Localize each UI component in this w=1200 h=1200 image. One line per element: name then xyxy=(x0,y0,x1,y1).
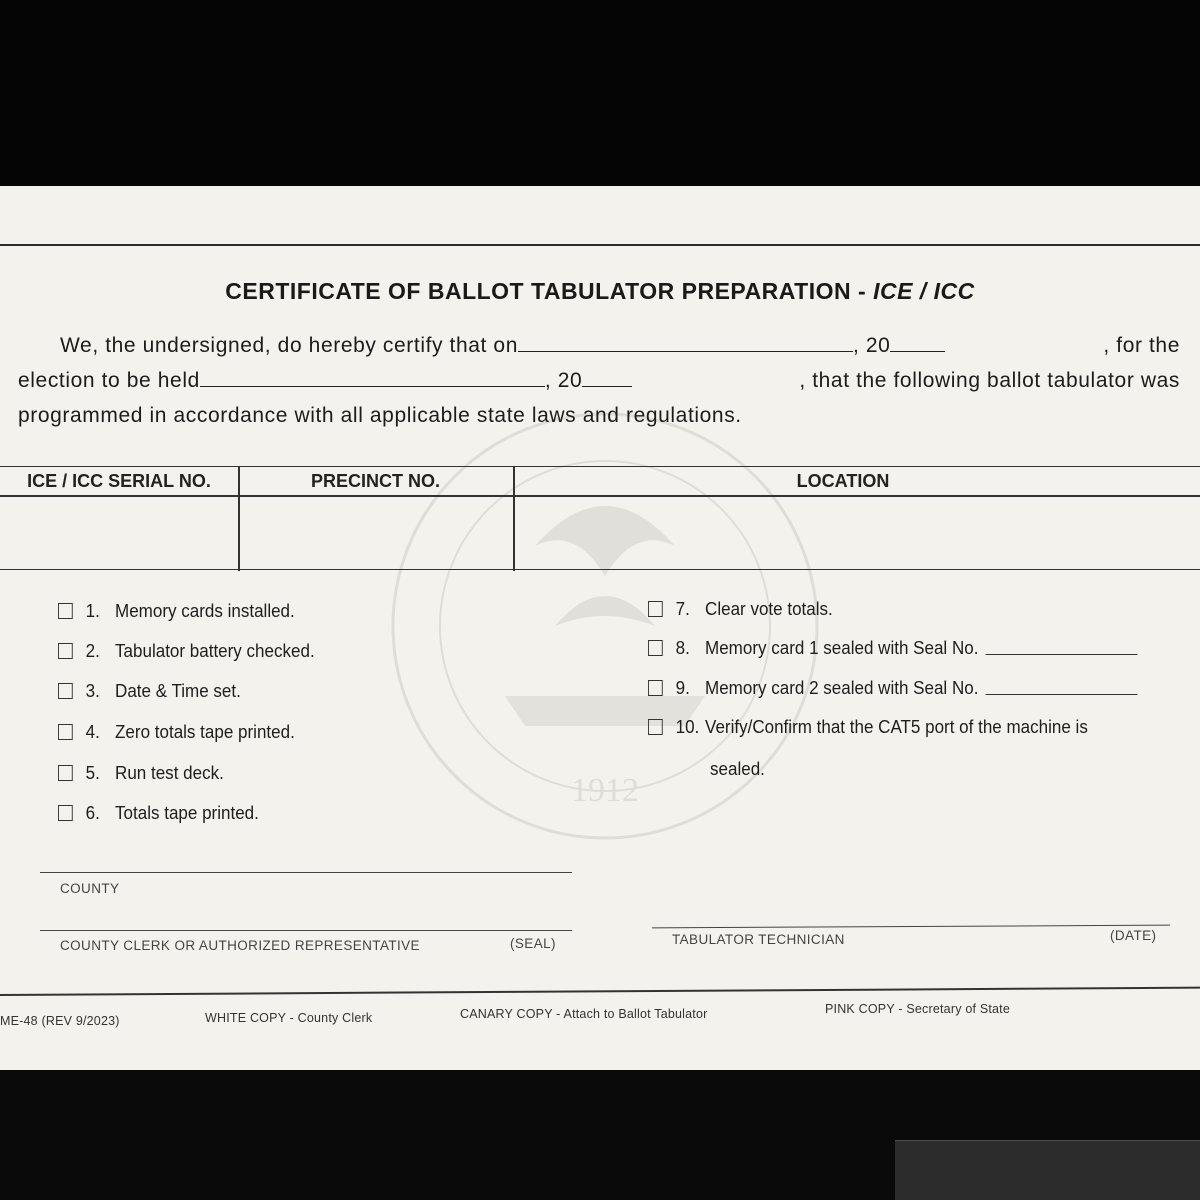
technician-label: TABULATOR TECHNICIAN xyxy=(672,932,845,947)
checklist-item-8[interactable] xyxy=(648,637,1138,659)
form-title: CERTIFICATE OF BALLOT TABULATOR PREPARATION - ICE / ICC xyxy=(225,278,975,304)
checklist-item-10[interactable] xyxy=(648,716,1088,738)
item-number: 2. xyxy=(85,640,100,661)
checkbox[interactable] xyxy=(58,643,73,659)
cert-text: , that the following ballot tabulator was xyxy=(799,369,1180,392)
certificate-card xyxy=(0,186,1200,1070)
item-number: 4. xyxy=(85,721,100,742)
date-label: (DATE) xyxy=(1110,928,1157,943)
checkbox[interactable] xyxy=(58,765,73,781)
canary-copy-note: CANARY COPY - Attach to Ballot Tabulator xyxy=(460,1007,708,1021)
item-label: Zero totals tape printed. xyxy=(115,721,295,742)
form-id: ME-48 (REV 9/2023) xyxy=(0,1014,120,1028)
item-label: Run test deck. xyxy=(115,762,224,783)
seal-number-1-blank[interactable] xyxy=(986,641,1138,655)
item-label: Date & Time set. xyxy=(115,680,241,701)
checkbox[interactable] xyxy=(648,719,663,735)
checkbox[interactable] xyxy=(648,640,663,656)
checkbox[interactable] xyxy=(58,724,73,740)
election-year-blank[interactable] xyxy=(582,367,632,387)
table-divider xyxy=(238,467,240,571)
item-label: Tabulator battery checked. xyxy=(115,640,315,661)
checkbox[interactable] xyxy=(58,683,73,699)
checklist-item-7[interactable] xyxy=(648,598,833,620)
checkbox[interactable] xyxy=(58,805,73,821)
checkbox[interactable] xyxy=(648,680,663,696)
year-blank[interactable] xyxy=(890,332,945,352)
item-label: Clear vote totals. xyxy=(705,598,833,619)
svg-text:1912: 1912 xyxy=(571,772,639,809)
column-header-location: LOCATION xyxy=(796,470,890,491)
white-copy-note: WHITE COPY - County Clerk xyxy=(205,1011,373,1025)
item-label: Totals tape printed. xyxy=(115,802,259,823)
table-divider xyxy=(513,467,515,571)
item-number: 10. xyxy=(675,716,700,737)
item-number: 7. xyxy=(675,598,690,619)
item-label: Memory card 1 sealed with Seal No. xyxy=(705,637,979,658)
item-number: 1. xyxy=(85,600,100,621)
county-label: COUNTY xyxy=(60,881,120,896)
checklist-item-6[interactable] xyxy=(58,802,259,824)
date-blank[interactable] xyxy=(518,332,853,352)
item-label: Memory card 2 sealed with Seal No. xyxy=(705,677,979,698)
item-number: 3. xyxy=(85,680,100,701)
column-header-precinct: PRECINCT NO. xyxy=(310,470,440,491)
county-signature-line[interactable] xyxy=(40,872,572,873)
checkbox[interactable] xyxy=(58,603,73,619)
certification-statement xyxy=(18,328,1180,433)
item-number: 6. xyxy=(85,802,100,823)
checklist-item-4[interactable] xyxy=(58,721,295,743)
checklist-item-2[interactable] xyxy=(58,640,315,662)
footer-rule xyxy=(0,987,1200,996)
checklist-item-3[interactable] xyxy=(58,680,241,702)
table-header-rule xyxy=(0,495,1200,497)
seal-label: (SEAL) xyxy=(510,936,556,951)
cert-text: , 20 xyxy=(852,334,891,357)
checklist-item-9[interactable] xyxy=(648,677,1138,699)
checklist-item-5[interactable] xyxy=(58,762,224,784)
cert-text: election to be held xyxy=(18,369,200,392)
cert-text: programmed in accordance with all applicable state laws and regulations. xyxy=(18,404,742,427)
cert-text: , 20 xyxy=(544,369,583,392)
top-rule xyxy=(0,244,1200,246)
item-label: Verify/Confirm that the CAT5 port of the machine is xyxy=(705,716,1088,737)
checkbox[interactable] xyxy=(648,601,663,617)
column-header-serial: ICE / ICC SERIAL NO. xyxy=(27,470,211,491)
cert-text: , for the xyxy=(1103,334,1180,357)
election-date-blank[interactable] xyxy=(200,367,545,387)
item-number: 5. xyxy=(85,762,100,783)
cert-text: We, the undersigned, do hereby certify that on xyxy=(60,334,518,357)
checklist-item-1[interactable] xyxy=(58,600,295,622)
item-number: 8. xyxy=(675,637,690,658)
item-number: 9. xyxy=(675,677,690,698)
clerk-signature-line[interactable] xyxy=(40,930,572,931)
pink-copy-note: PINK COPY - Secretary of State xyxy=(825,1002,1011,1016)
clerk-label: COUNTY CLERK OR AUTHORIZED REPRESENTATIVE xyxy=(60,938,420,953)
seal-number-2-blank[interactable] xyxy=(986,681,1138,695)
item-label: sealed. xyxy=(710,758,765,779)
tabulator-info-table xyxy=(0,466,1200,570)
technician-signature-line[interactable] xyxy=(652,925,1170,929)
tape-strip xyxy=(895,1140,1200,1200)
item-label: Memory cards installed. xyxy=(115,600,295,621)
checklist-item-10-continued xyxy=(710,758,765,780)
